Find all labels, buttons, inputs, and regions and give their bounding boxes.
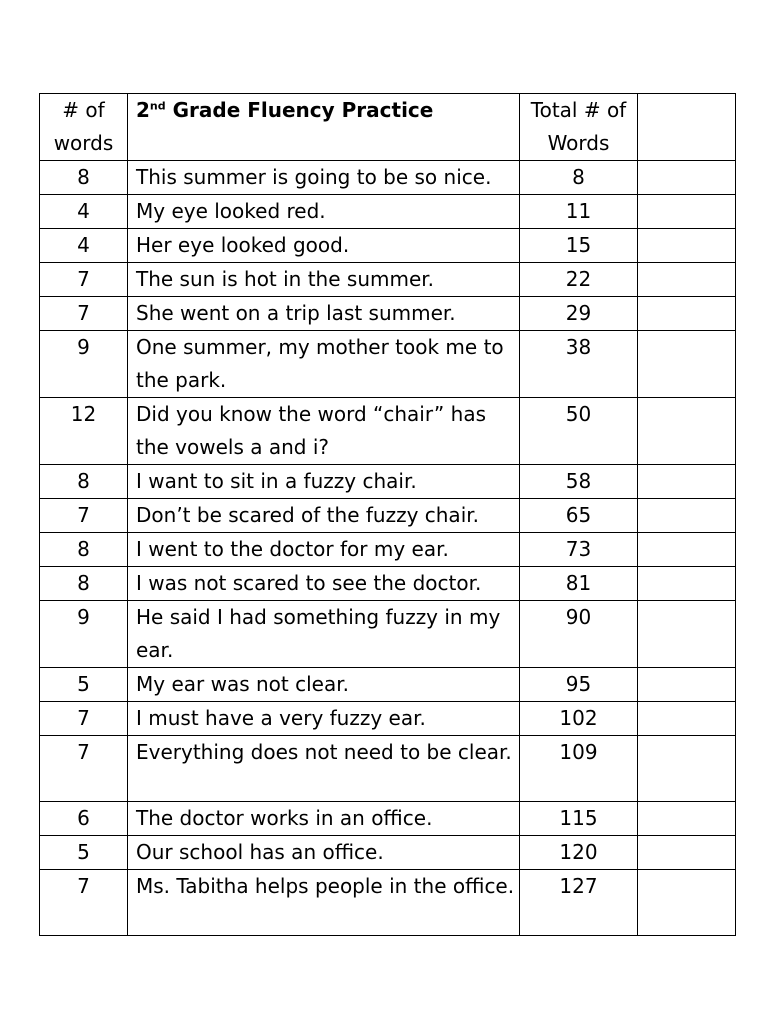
table-row bbox=[40, 465, 736, 499]
sentence-cell: He said I had something fuzzy in my ear. bbox=[128, 601, 520, 668]
blank-cell bbox=[638, 398, 736, 465]
total-words-cell: 65 bbox=[520, 499, 638, 533]
blank-cell bbox=[638, 263, 736, 297]
title-ordinal-suffix: nd bbox=[149, 99, 166, 113]
word-count-cell: 4 bbox=[40, 195, 128, 229]
total-words-cell: 38 bbox=[520, 331, 638, 398]
table-row bbox=[40, 567, 736, 601]
table-row bbox=[40, 195, 736, 229]
header-total-label: Total # of Words bbox=[530, 98, 627, 155]
blank-cell bbox=[638, 601, 736, 668]
sentence-cell: Don’t be scared of the fuzzy chair. bbox=[128, 499, 520, 533]
header-title-cell bbox=[128, 94, 520, 161]
total-words-cell: 15 bbox=[520, 229, 638, 263]
blank-cell bbox=[638, 195, 736, 229]
blank-cell bbox=[638, 297, 736, 331]
word-count-cell: 7 bbox=[40, 870, 128, 936]
word-count-cell: 9 bbox=[40, 331, 128, 398]
total-words-cell: 95 bbox=[520, 668, 638, 702]
total-words-cell: 81 bbox=[520, 567, 638, 601]
header-row bbox=[40, 94, 736, 161]
word-count-cell: 7 bbox=[40, 297, 128, 331]
total-words-cell: 29 bbox=[520, 297, 638, 331]
sentence-cell: I was not scared to see the doctor. bbox=[128, 567, 520, 601]
table-row bbox=[40, 736, 736, 802]
sentence-cell: Our school has an office. bbox=[128, 836, 520, 870]
word-count-cell: 4 bbox=[40, 229, 128, 263]
table-body bbox=[40, 161, 736, 936]
table-row bbox=[40, 499, 736, 533]
table-row bbox=[40, 161, 736, 195]
word-count-cell: 7 bbox=[40, 702, 128, 736]
sentence-cell: Did you know the word “chair” has the vowels a and i? bbox=[128, 398, 520, 465]
blank-cell bbox=[638, 870, 736, 936]
blank-cell bbox=[638, 802, 736, 836]
word-count-cell: 7 bbox=[40, 736, 128, 802]
sentence-cell: This summer is going to be so nice. bbox=[128, 161, 520, 195]
table-row bbox=[40, 836, 736, 870]
word-count-cell: 8 bbox=[40, 161, 128, 195]
sentence-cell: I went to the doctor for my ear. bbox=[128, 533, 520, 567]
total-words-cell: 127 bbox=[520, 870, 638, 936]
table-row bbox=[40, 601, 736, 668]
total-words-cell: 11 bbox=[520, 195, 638, 229]
word-count-cell: 5 bbox=[40, 668, 128, 702]
page-title bbox=[128, 98, 433, 122]
table-row bbox=[40, 263, 736, 297]
table-row bbox=[40, 668, 736, 702]
table-row bbox=[40, 229, 736, 263]
sentence-cell: Everything does not need to be clear. bbox=[128, 736, 520, 802]
sentence-cell: Her eye looked good. bbox=[128, 229, 520, 263]
word-count-cell: 7 bbox=[40, 499, 128, 533]
total-words-cell: 50 bbox=[520, 398, 638, 465]
sentence-cell: One summer, my mother took me to the park. bbox=[128, 331, 520, 398]
title-text: Grade Fluency Practice bbox=[165, 98, 434, 122]
header-total-cell bbox=[520, 94, 638, 161]
table-row bbox=[40, 702, 736, 736]
word-count-cell: 8 bbox=[40, 533, 128, 567]
word-count-cell: 5 bbox=[40, 836, 128, 870]
blank-cell bbox=[638, 465, 736, 499]
word-count-cell: 12 bbox=[40, 398, 128, 465]
word-count-cell: 8 bbox=[40, 567, 128, 601]
sentence-cell: My eye looked red. bbox=[128, 195, 520, 229]
fluency-table bbox=[39, 93, 736, 936]
total-words-cell: 58 bbox=[520, 465, 638, 499]
table-row bbox=[40, 802, 736, 836]
total-words-cell: 109 bbox=[520, 736, 638, 802]
total-words-cell: 8 bbox=[520, 161, 638, 195]
sentence-cell: I must have a very fuzzy ear. bbox=[128, 702, 520, 736]
total-words-cell: 22 bbox=[520, 263, 638, 297]
table-row bbox=[40, 297, 736, 331]
word-count-cell: 9 bbox=[40, 601, 128, 668]
title-number: 2 bbox=[136, 98, 150, 122]
sentence-cell: The sun is hot in the summer. bbox=[128, 263, 520, 297]
table-row bbox=[40, 331, 736, 398]
blank-cell bbox=[638, 533, 736, 567]
sentence-cell: The doctor works in an office. bbox=[128, 802, 520, 836]
total-words-cell: 115 bbox=[520, 802, 638, 836]
word-count-cell: 7 bbox=[40, 263, 128, 297]
sentence-cell: I want to sit in a fuzzy chair. bbox=[128, 465, 520, 499]
sentence-cell: She went on a trip last summer. bbox=[128, 297, 520, 331]
blank-cell bbox=[638, 836, 736, 870]
blank-cell bbox=[638, 702, 736, 736]
header-count-cell bbox=[40, 94, 128, 161]
header-blank-cell bbox=[638, 94, 736, 161]
sentence-cell: My ear was not clear. bbox=[128, 668, 520, 702]
total-words-cell: 90 bbox=[520, 601, 638, 668]
word-count-cell: 6 bbox=[40, 802, 128, 836]
table-row bbox=[40, 398, 736, 465]
total-words-cell: 102 bbox=[520, 702, 638, 736]
blank-cell bbox=[638, 736, 736, 802]
blank-cell bbox=[638, 567, 736, 601]
table-row bbox=[40, 533, 736, 567]
blank-cell bbox=[638, 161, 736, 195]
table-row bbox=[40, 870, 736, 936]
word-count-cell: 8 bbox=[40, 465, 128, 499]
header-count-label: # of words bbox=[53, 98, 114, 155]
sentence-cell: Ms. Tabitha helps people in the office. bbox=[128, 870, 520, 936]
blank-cell bbox=[638, 331, 736, 398]
blank-cell bbox=[638, 668, 736, 702]
total-words-cell: 73 bbox=[520, 533, 638, 567]
blank-cell bbox=[638, 499, 736, 533]
total-words-cell: 120 bbox=[520, 836, 638, 870]
blank-cell bbox=[638, 229, 736, 263]
